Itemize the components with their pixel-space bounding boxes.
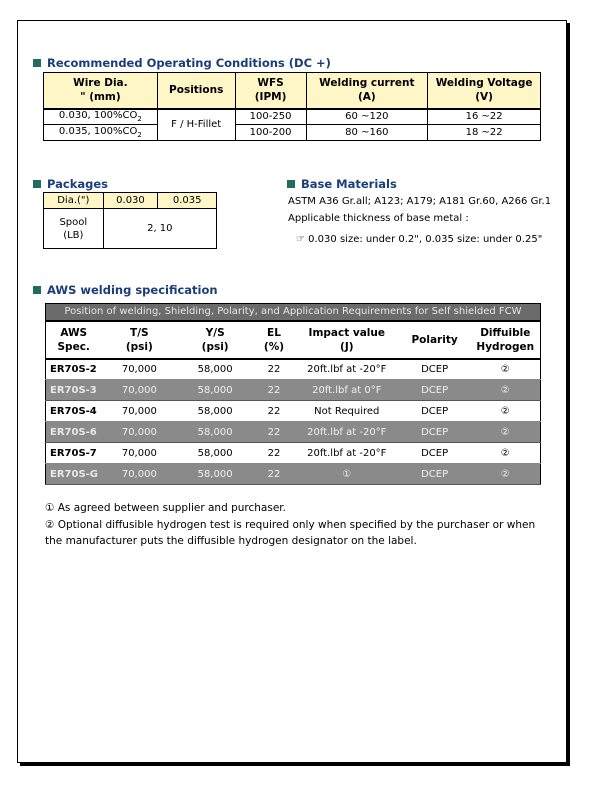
base-materials-text [288, 193, 551, 248]
spec-cell: ER70S-3 [46, 380, 102, 401]
dia-value-cell: 0.030 [103, 193, 158, 209]
polarity-cell: DCEP [399, 359, 471, 380]
voltage-cell: 18 ~22 [428, 125, 541, 141]
packages-title: Packages [47, 177, 108, 191]
operating-conditions-table [43, 72, 541, 141]
polarity-cell: DCEP [399, 422, 471, 443]
spec-cell: ER70S-7 [46, 443, 102, 464]
current-cell: 80 ~160 [306, 125, 428, 141]
wire-dia-cell: 0.030, $100\%CO_2$ [44, 109, 158, 125]
roc-title: Recommended Operating Conditions (DC +) [47, 56, 331, 70]
base-line-3: ☞ 0.030 size: under 0.2", 0.035 size: under 0.25" [296, 234, 543, 245]
spec-cell: ER70S-G [46, 464, 102, 485]
el-cell: 22 [253, 443, 295, 464]
col-header-aws-spec: AWS Spec. [46, 321, 102, 359]
ts-cell: 70,000 [101, 422, 177, 443]
ys-cell: 58,000 [177, 422, 253, 443]
col-header-polarity: Polarity [399, 321, 471, 359]
wire-dia-cell: 0.035, $100\%CO_2$ [44, 125, 158, 141]
table-row [46, 464, 541, 485]
base-line-1: ASTM A36 Gr.all; A123; A179; A181 Gr.60, A266 Gr.1 [288, 196, 552, 207]
ys-cell: 58,000 [177, 359, 253, 380]
table-row [44, 209, 217, 249]
table-row [44, 109, 541, 125]
col-header-hydrogen: Diffuible Hydrogen [471, 321, 541, 359]
spec-cell: ER70S-6 [46, 422, 102, 443]
square-bullet-icon [33, 286, 41, 294]
aws-title: AWS welding specification [47, 283, 218, 297]
col-header-el: EL (%) [253, 321, 295, 359]
el-cell: 22 [253, 359, 295, 380]
footnote-2: ② Optional diffusible hydrogen test is required only when specified by the purchaser or when the manufacturer puts the diffusible hydrogen designator on the label. [45, 518, 536, 547]
col-header-ts: T/S (psi) [101, 321, 177, 359]
col-header-current: Welding current (A) [306, 73, 428, 109]
hydrogen-cell: ② [471, 422, 541, 443]
el-cell: 22 [253, 401, 295, 422]
frame-shadow-bottom [20, 763, 570, 766]
wfs-cell: 100-250 [235, 109, 306, 125]
table-row [44, 193, 217, 209]
table-header-row [46, 321, 541, 359]
base-heading [287, 177, 397, 191]
square-bullet-icon [33, 59, 41, 67]
polarity-cell: DCEP [399, 464, 471, 485]
ys-cell: 58,000 [177, 401, 253, 422]
hydrogen-cell: ② [471, 380, 541, 401]
aws-spec-table [45, 303, 541, 485]
el-cell: 22 [253, 464, 295, 485]
hydrogen-cell: ② [471, 464, 541, 485]
spool-label-cell: Spool (LB) [44, 209, 104, 249]
el-cell: 22 [253, 380, 295, 401]
table-row [46, 401, 541, 422]
voltage-cell: 16 ~22 [428, 109, 541, 125]
ys-cell: 58,000 [177, 443, 253, 464]
col-header-voltage: Welding Voltage (V) [428, 73, 541, 109]
table-row [46, 443, 541, 464]
table-row [46, 422, 541, 443]
polarity-cell: DCEP [399, 401, 471, 422]
polarity-cell: DCEP [399, 443, 471, 464]
footnote-1: ① As agreed between supplier and purchaser. [45, 502, 286, 514]
polarity-cell: DCEP [399, 380, 471, 401]
roc-heading [33, 56, 331, 70]
hydrogen-cell: ② [471, 359, 541, 380]
impact-cell: 20ft.lbf at -20°F [295, 443, 399, 464]
ys-cell: 58,000 [177, 380, 253, 401]
ys-cell: 58,000 [177, 464, 253, 485]
ts-cell: 70,000 [101, 464, 177, 485]
wfs-cell: 100-200 [235, 125, 306, 141]
ts-cell: 70,000 [101, 443, 177, 464]
el-cell: 22 [253, 422, 295, 443]
table-row [44, 125, 541, 141]
current-cell: 60 ~120 [306, 109, 428, 125]
col-header-wfs: WFS (IPM) [235, 73, 306, 109]
table-caption-row [46, 304, 541, 321]
impact-cell: Not Required [295, 401, 399, 422]
col-header-positions: Positions [157, 73, 235, 109]
footnotes [45, 500, 545, 550]
ts-cell: 70,000 [101, 401, 177, 422]
col-header-impact: Impact value (J) [295, 321, 399, 359]
ts-cell: 70,000 [101, 380, 177, 401]
spec-cell: ER70S-2 [46, 359, 102, 380]
spool-value-cell: 2, 10 [103, 209, 216, 249]
frame-shadow-right [567, 23, 570, 766]
impact-cell: 20ft.lbf at -20°F [295, 359, 399, 380]
ts-cell: 70,000 [101, 359, 177, 380]
positions-cell: F / H-Fillet [157, 109, 235, 141]
base-title: Base Materials [301, 177, 397, 191]
square-bullet-icon [33, 180, 41, 188]
aws-heading [33, 283, 218, 297]
packages-table [43, 192, 217, 249]
impact-cell: 20ft.lbf at 0°F [295, 380, 399, 401]
hydrogen-cell: ② [471, 443, 541, 464]
dia-label-cell: Dia.(") [44, 193, 104, 209]
table-row [46, 359, 541, 380]
base-line-2: Applicable thickness of base metal : [288, 213, 469, 224]
dia-value-cell: 0.035 [158, 193, 217, 209]
col-header-ys: Y/S (psi) [177, 321, 253, 359]
col-header-wire-dia: Wire Dia. " (mm) [44, 73, 158, 109]
table-header-row [44, 73, 541, 109]
impact-cell: 20ft.lbf at -20°F [295, 422, 399, 443]
table-row [46, 380, 541, 401]
square-bullet-icon [287, 180, 295, 188]
table-caption: Position of welding, Shielding, Polarity, and Application Requirements for Self shielded FCW [46, 304, 541, 321]
packages-heading [33, 177, 108, 191]
spec-cell: ER70S-4 [46, 401, 102, 422]
impact-cell: ① [295, 464, 399, 485]
hydrogen-cell: ② [471, 401, 541, 422]
